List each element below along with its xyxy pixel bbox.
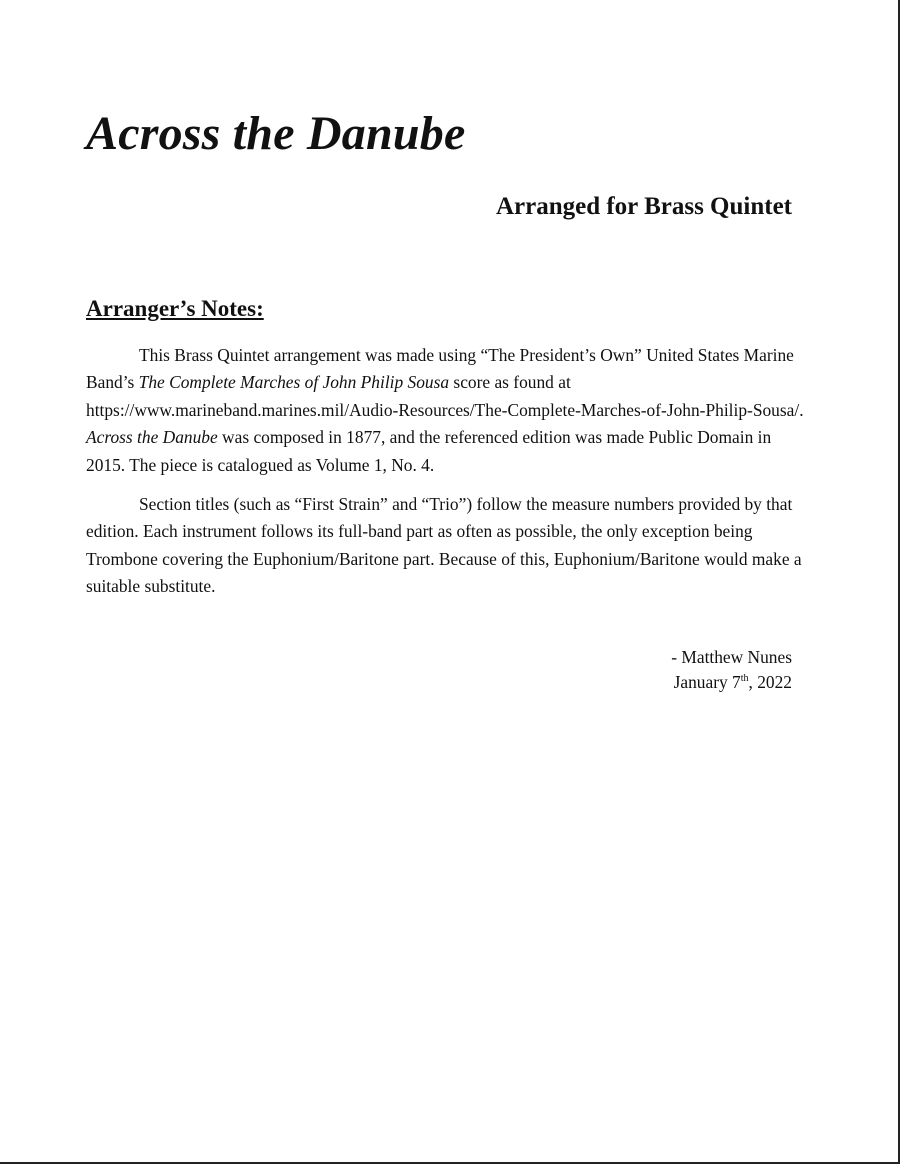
document-title: Across the Danube: [86, 107, 466, 160]
paragraph-1-text-b: score as found at https://www.marineband.marines.mil/Audio-Resources/The-Complete-Marches-of-John-Philip-Sousa/.: [86, 372, 804, 420]
notes-paragraph-2: Section titles (such as “First Strain” and “Trio”) follow the measure numbers provided by that edition. Each instrument follows its full-band part as often as possible, the only exception being Trombone covering the Euphonium/Baritone part. Because of this, Euphonium/Baritone would make a suitable substitute.: [86, 494, 802, 597]
signature-date-year: , 2022: [748, 672, 792, 692]
paragraph-1-piece-title: Across the Danube: [86, 427, 218, 448]
signature-date-month-day: January 7: [673, 672, 741, 692]
paragraph-1-score-title: The Complete Marches of John Philip Sousa: [138, 372, 450, 393]
signature-name: - Matthew Nunes: [671, 647, 792, 667]
signature-date: [671, 670, 792, 695]
document-subtitle: Arranged for Brass Quintet: [495, 193, 792, 220]
paragraph-1-text-a: This Brass Quintet arrangement was made using “The President’s Own” United States Marine Band’s: [86, 345, 794, 393]
paragraph-1-text-c: was composed in 1877, and the referenced edition was made Public Domain in 2015. The piece is catalogued as Volume 1, No. 4.: [86, 427, 772, 475]
signature-date-ordinal: th: [740, 673, 749, 685]
notes-body: [86, 342, 806, 613]
notes-paragraph-1: [86, 342, 806, 479]
notes-heading: Arranger’s Notes:: [86, 296, 264, 321]
signature-block: [671, 645, 792, 695]
